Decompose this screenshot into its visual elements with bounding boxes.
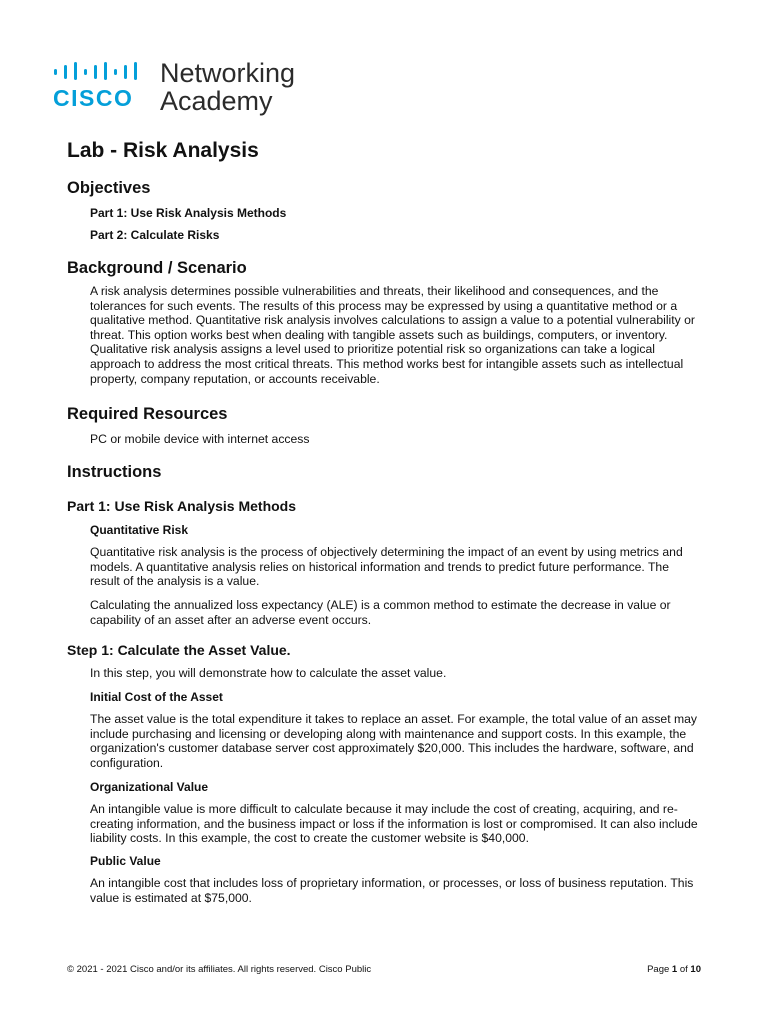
objectives-heading: Objectives xyxy=(67,179,151,197)
footer-page-number xyxy=(647,963,701,977)
public-value-text: An intangible cost that includes loss of proprietary information, or processes, or loss of business reputation. This value is estimated at $75,000. xyxy=(90,876,694,905)
resources-heading: Required Resources xyxy=(67,405,228,423)
background-text: A risk analysis determines possible vulnerabilities and threats, their likelihood and consequences, and the tolerances for such events. The results of this process may be expressed by using a quantitative method or a qualitative method. Quantitative risk analysis involves calculations to assign a value to a potential vulnerability or threat. This option works best when dealing with tangible assets such as buildings, computers, or inventory. Qualitative risk analysis assigns a level used to prioritize potential risk so organizations can take a logical approach to address the most critical threats. This method works best for intangible assets such as intellectual property, company reputation, or accounts receivable. xyxy=(90,284,695,386)
footer-copyright: © 2021 - 2021 Cisco and/or its affiliates. All rights reserved. Cisco Public xyxy=(67,964,372,975)
instructions-heading: Instructions xyxy=(67,463,162,481)
cisco-wordmark: CISCO xyxy=(53,85,134,111)
organizational-value-text: An intangible value is more difficult to calculate because it may include the cost of creating, acquiring, and re-creating information, and the business impact or loss if the information is lost or compromised. It can also include liability costs. In this example, the cost to create the customer website is $40,000. xyxy=(90,802,698,846)
page-total: 10 xyxy=(690,964,701,975)
page-title: Lab - Risk Analysis xyxy=(67,139,259,162)
public-value-heading: Public Value xyxy=(90,854,161,868)
networking-academy-logo xyxy=(53,58,313,118)
page-label: Page xyxy=(647,964,670,975)
organizational-value-heading: Organizational Value xyxy=(90,780,209,794)
quantitative-risk-text-1: Quantitative risk analysis is the process of objectively determining the impact of an event by using metrics and models. A quantitative analysis relies on historical information and trends to predict future performance. The result of the analysis is a value. xyxy=(90,545,683,589)
background-heading: Background / Scenario xyxy=(67,259,247,277)
objective-part2: Part 2: Calculate Risks xyxy=(90,228,220,242)
brand-line-academy: Academy xyxy=(160,86,273,116)
initial-cost-heading: Initial Cost of the Asset xyxy=(90,690,223,704)
part1-heading: Part 1: Use Risk Analysis Methods xyxy=(67,498,297,514)
quantitative-risk-text-2: Calculating the annualized loss expectancy (ALE) is a common method to estimate the decrease in value or capability of an asset after an adverse event occurs. xyxy=(90,598,671,627)
resources-text: PC or mobile device with internet access xyxy=(90,432,310,446)
objective-part1: Part 1: Use Risk Analysis Methods xyxy=(90,206,287,220)
step1-heading: Step 1: Calculate the Asset Value. xyxy=(67,642,291,658)
page-current: 1 xyxy=(671,964,678,975)
quantitative-risk-heading: Quantitative Risk xyxy=(90,523,189,537)
initial-cost-text: The asset value is the total expenditure it takes to replace an asset. For example, the total value of an asset may include purchasing and licensing or developing along with maintenance and support costs. In this example, the organization's customer database server cost approximately $20,000. This includes the hardware, software, and configuration. xyxy=(90,712,698,770)
page-of: of xyxy=(679,964,688,975)
step1-intro: In this step, you will demonstrate how to calculate the asset value. xyxy=(90,666,447,680)
brand-line-networking: Networking xyxy=(160,58,296,88)
cisco-bars-logo-icon xyxy=(53,62,147,80)
